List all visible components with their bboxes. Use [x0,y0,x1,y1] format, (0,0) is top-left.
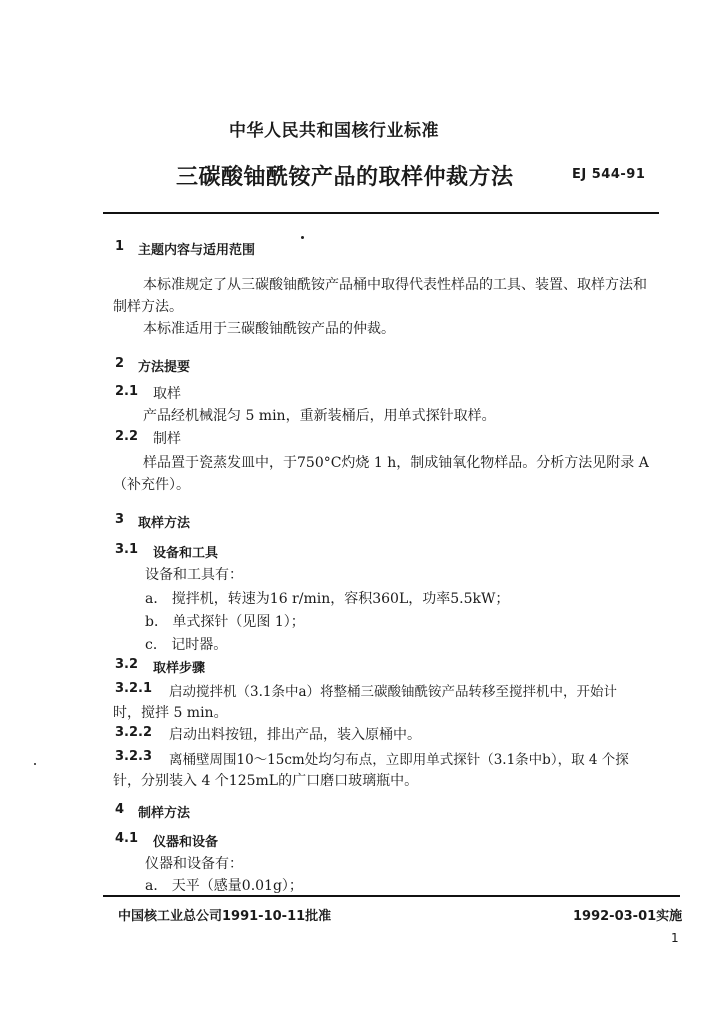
list-item-a: a． 搅拌机，转速为16 r/min，容积360L，功率5.5kW； [145,591,510,607]
section-2-2-title: 制样 [153,431,181,447]
section-2-2-number: 2.2 [115,429,139,444]
section-2-number: 2 [115,356,125,371]
section-3-2-1-line-1: 启动搅拌机（3.1条中a）将整桶三碳酸铀酰铵产品转移至搅拌机中，开始计 [169,684,618,700]
section-3-1-number: 3.1 [115,542,139,557]
section-2-title: 方法提要 [138,360,191,375]
section-3-2-1-line-2: 时，搅拌 5 min。 [113,705,228,721]
section-3-2-2-number: 3.2.2 [115,725,153,740]
section-4-1-number: 4.1 [115,831,139,846]
scan-speck [301,236,304,239]
document-title: 三碳酸铀酰铵产品的取样仲裁方法 [176,165,514,190]
section-1-paragraph-1-line-2: 制样方法。 [113,299,183,315]
section-2-1-text: 产品经机械混匀 5 min，重新装桶后，用单式探针取样。 [143,408,496,424]
section-1-number: 1 [115,239,125,254]
section-3-title: 取样方法 [138,516,191,531]
standard-category: 中华人民共和国核行业标准 [229,121,439,141]
section-3-2-number: 3.2 [115,657,139,672]
section-4-title: 制样方法 [138,806,191,821]
section-3-2-1-number: 3.2.1 [115,681,153,696]
section-3-2-3-line-1: 离桶壁周围10～15cm处均匀布点，立即用单式探针（3.1条中b），取 4 个探 [169,752,629,768]
standard-code: EJ 544-91 [572,167,646,182]
scan-speck [34,763,36,765]
section-3-1-intro: 设备和工具有： [145,567,243,583]
footer-rule [103,895,680,897]
section-3-2-3-line-2: 针，分别装入 4 个125mL的广口磨口玻璃瓶中。 [113,773,419,789]
section-3-2-3-number: 3.2.3 [115,749,153,764]
section-3-1-title: 设备和工具 [153,546,219,561]
section-1-title: 主题内容与适用范围 [138,243,256,258]
section-1-paragraph-1-line-1: 本标准规定了从三碳酸铀酰铵产品桶中取得代表性样品的工具、装置、取样方法和 [143,277,647,293]
section-3-number: 3 [115,512,125,527]
section-2-1-title: 取样 [153,386,181,402]
section-3-2-2-text: 启动出料按钮，排出产品，装入原桶中。 [169,727,421,743]
section-2-1-number: 2.1 [115,384,139,399]
page-number: 1 [671,931,679,945]
effective-date: 1992-03-01实施 [573,909,683,924]
list-item-b: b． 单式探针（见图 1）； [145,614,305,630]
section-4-1-title: 仪器和设备 [153,835,219,850]
section-2-2-line-2: （补充件）。 [113,477,190,493]
section-3-2-title: 取样步骤 [153,661,206,676]
header-rule [103,212,659,214]
section-1-paragraph-2: 本标准适用于三碳酸铀酰铵产品的仲裁。 [143,321,395,337]
section-4-1-intro: 仪器和设备有： [145,856,243,872]
section-2-2-line-1: 样品置于瓷蒸发皿中，于750°C灼烧 1 h，制成铀氧化物样品。分析方法见附录 A [143,455,649,471]
list-item-c: c． 记时器。 [145,637,228,653]
approval-note: 中国核工业总公司1991-10-11批准 [118,909,332,924]
section-4-number: 4 [115,802,125,817]
list-item-a: a． 天平（感量0.01g）； [145,878,303,894]
